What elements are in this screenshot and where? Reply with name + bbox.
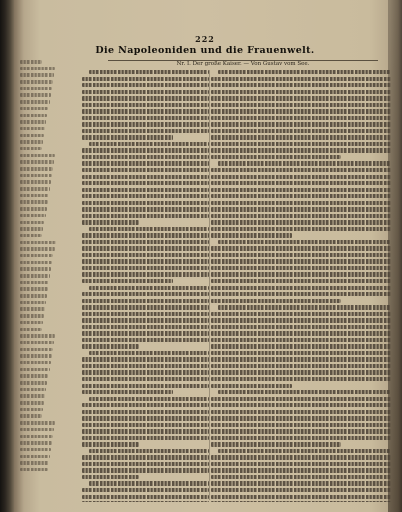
bleed-through-line (20, 134, 44, 138)
text-line (211, 135, 391, 139)
text-line (211, 253, 391, 257)
text-line (82, 279, 173, 283)
bleed-through-line (20, 154, 55, 158)
text-line (82, 410, 209, 414)
text-line (82, 266, 209, 270)
text-line (82, 292, 209, 296)
text-line (82, 384, 209, 388)
text-line (211, 103, 391, 107)
bleed-through-line (20, 207, 47, 211)
bleed-through-line (20, 421, 55, 425)
text-line (82, 77, 209, 81)
text-line (211, 436, 391, 440)
bleed-through-line (20, 307, 45, 311)
bleed-through-line (20, 187, 50, 191)
page-number: 222 (195, 34, 215, 44)
bleed-through-line (20, 140, 43, 144)
bleed-through-line (20, 348, 53, 352)
text-line (82, 103, 209, 107)
text-line (211, 364, 391, 368)
text-line (211, 266, 391, 270)
text-line (82, 429, 209, 433)
bleed-through-line (20, 180, 51, 184)
text-line (218, 240, 391, 244)
bleed-through-line (20, 468, 48, 472)
bleed-through-line (20, 314, 44, 318)
text-line (211, 410, 391, 414)
bleed-through-line (20, 334, 55, 338)
column-divider (209, 70, 210, 500)
text-line (211, 201, 391, 205)
bleed-through-line (20, 261, 52, 265)
text-line (211, 338, 391, 342)
bleed-through-line (20, 127, 45, 131)
text-line (211, 246, 391, 250)
bleed-through-line (20, 394, 45, 398)
bleed-through-line (20, 107, 48, 111)
book-binding (0, 0, 14, 512)
text-line (82, 312, 209, 316)
bleed-through-line (20, 80, 53, 84)
bleed-through-line (20, 67, 55, 71)
text-line (82, 175, 209, 179)
text-line (218, 70, 391, 74)
bleed-through-line (20, 441, 52, 445)
text-line (211, 429, 391, 433)
text-line (82, 240, 209, 244)
text-line (82, 109, 209, 113)
bleed-through-line (20, 147, 42, 151)
text-line (82, 168, 209, 172)
text-line (211, 77, 391, 81)
bleed-through-line (20, 160, 54, 164)
text-line (211, 96, 391, 100)
text-line (211, 181, 391, 185)
bleed-through-line (20, 214, 46, 218)
bleed-through-line (20, 274, 50, 278)
bleed-through-line (20, 448, 51, 452)
text-line (82, 83, 209, 87)
bleed-through-line (20, 200, 48, 204)
bleed-through-line (20, 227, 43, 231)
text-line (82, 305, 209, 309)
text-line (82, 194, 209, 198)
text-line (211, 495, 391, 499)
text-line (211, 351, 391, 355)
text-line (211, 299, 341, 303)
text-line (82, 129, 209, 133)
text-line (82, 344, 139, 348)
text-line (82, 90, 209, 94)
bleed-through-line (20, 281, 49, 285)
text-line (211, 233, 292, 237)
text-line (211, 312, 391, 316)
bleed-through-line (20, 321, 43, 325)
text-line (218, 305, 391, 309)
text-line (82, 135, 173, 139)
bleed-through-line (20, 254, 53, 258)
bleed-through-line (20, 361, 51, 365)
text-line (82, 455, 209, 459)
text-column-left (82, 70, 209, 502)
bleed-through-line (20, 368, 50, 372)
text-line (211, 207, 391, 211)
text-line (211, 370, 391, 374)
bleed-through-line (20, 247, 55, 251)
article-subtitle: Nr. I. Der große Kaiser. — Von Gustav vom See. (176, 61, 310, 67)
text-line (82, 299, 209, 303)
text-line (82, 318, 209, 322)
bleed-through-line (20, 374, 48, 378)
bleed-through-line (20, 221, 44, 225)
text-line (89, 449, 209, 453)
bleed-through-line (20, 60, 42, 64)
text-line (211, 501, 391, 502)
bleed-through-line (20, 87, 52, 91)
text-line (82, 181, 209, 185)
text-line (82, 377, 209, 381)
text-line (82, 370, 209, 374)
text-line (82, 188, 209, 192)
bleed-through-line (20, 381, 47, 385)
text-line (211, 168, 391, 172)
text-line (211, 279, 391, 283)
text-line (211, 357, 391, 361)
text-line (82, 462, 209, 466)
bleed-through-line (20, 301, 46, 305)
text-line (211, 292, 391, 296)
text-line (82, 468, 209, 472)
text-line (82, 233, 209, 237)
bleed-through-line (20, 414, 42, 418)
text-line (211, 227, 391, 231)
text-line (82, 442, 139, 446)
text-line (82, 501, 209, 502)
text-line (211, 442, 341, 446)
text-line (82, 148, 209, 152)
text-line (218, 390, 391, 394)
bleed-through-line (20, 455, 50, 459)
text-line (82, 246, 209, 250)
text-line (211, 286, 391, 290)
document-page (20, 34, 390, 504)
text-line (211, 331, 391, 335)
bleed-through-line (20, 408, 43, 412)
text-line (82, 331, 209, 335)
text-line (211, 194, 391, 198)
text-line (82, 116, 209, 120)
text-line (211, 214, 391, 218)
text-line (82, 325, 209, 329)
bleed-through-line (20, 267, 51, 271)
text-line (82, 155, 209, 159)
bleed-through-line (20, 341, 54, 345)
bleed-through-line (20, 73, 54, 77)
article-title: Die Napoleoniden und die Frauenwelt. (95, 45, 315, 56)
text-column-right (211, 70, 391, 502)
text-line (82, 495, 209, 499)
text-line (89, 142, 209, 146)
text-line (211, 175, 391, 179)
bleed-through-line (20, 401, 44, 405)
bleed-through-line (20, 388, 46, 392)
text-line (82, 272, 209, 276)
text-line (211, 462, 391, 466)
text-line (218, 449, 391, 453)
text-line (82, 214, 209, 218)
bleed-through-line (20, 234, 42, 238)
text-line (211, 416, 391, 420)
text-line (82, 338, 209, 342)
text-line (82, 96, 209, 100)
text-line (211, 455, 391, 459)
text-line (211, 318, 391, 322)
text-line (82, 423, 209, 427)
text-line (89, 227, 209, 231)
text-line (82, 207, 209, 211)
text-line (211, 325, 391, 329)
text-line (211, 109, 391, 113)
text-line (82, 357, 209, 361)
bleed-through-line (20, 241, 56, 245)
text-line (211, 83, 391, 87)
text-line (211, 272, 391, 276)
text-line (211, 423, 391, 427)
text-line (211, 142, 391, 146)
bleed-through-line (20, 174, 52, 178)
bleed-through-line (20, 93, 51, 97)
text-line (211, 116, 391, 120)
text-line (89, 70, 209, 74)
text-line (211, 148, 391, 152)
text-line (218, 161, 391, 165)
text-line (82, 475, 139, 479)
text-line (82, 488, 209, 492)
bleed-through-line (20, 328, 42, 332)
bleed-through-line (20, 120, 46, 124)
bleed-through-line (20, 287, 48, 291)
text-line (211, 475, 391, 479)
text-line (211, 122, 391, 126)
bleed-through-line (20, 194, 49, 198)
text-line (82, 122, 209, 126)
text-line (89, 286, 209, 290)
bleed-through-line (20, 428, 54, 432)
text-line (211, 259, 391, 263)
text-line (211, 377, 391, 381)
text-line (211, 403, 391, 407)
text-line (211, 488, 391, 492)
text-line (211, 468, 391, 472)
text-line (211, 384, 292, 388)
text-line (211, 155, 341, 159)
text-line (89, 397, 209, 401)
text-line (82, 259, 209, 263)
text-line (82, 416, 209, 420)
bleed-through-text (20, 60, 56, 480)
text-line (211, 129, 391, 133)
bleed-through-line (20, 461, 49, 465)
text-line (82, 390, 173, 394)
text-line (211, 188, 391, 192)
text-line (211, 90, 391, 94)
bleed-through-line (20, 167, 53, 171)
bleed-through-line (20, 100, 50, 104)
text-line (89, 481, 209, 485)
text-line (211, 220, 391, 224)
text-line (82, 436, 209, 440)
bleed-through-line (20, 435, 53, 439)
text-line (82, 364, 209, 368)
bleed-through-line (20, 354, 52, 358)
text-line (82, 201, 209, 205)
text-line (89, 351, 209, 355)
bleed-through-line (20, 294, 47, 298)
text-line (211, 397, 391, 401)
text-line (82, 403, 209, 407)
text-line (82, 253, 209, 257)
text-line (211, 481, 391, 485)
bleed-through-line (20, 114, 47, 118)
text-line (82, 161, 209, 165)
text-line (82, 220, 139, 224)
text-line (211, 344, 391, 348)
